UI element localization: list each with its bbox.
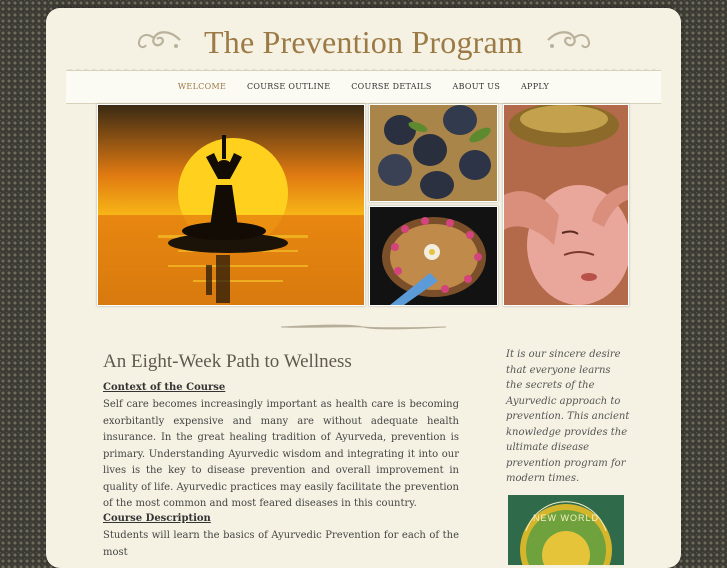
section-title-description: Course Description [103, 513, 211, 524]
main-nav [66, 70, 661, 104]
flower-bowl-icon [370, 207, 497, 305]
badge-emblem-icon [508, 495, 624, 565]
flower-bowl-photo [369, 206, 498, 306]
site-title[interactable]: The Prevention Program [204, 24, 523, 60]
sidebar-quote: It is our sincere desire that everyone learns the secrets of the Ayurvedic approach to prevention. This ancient knowledge provides the ultimate disease prevention program for modern times. [506, 349, 630, 484]
page-container [46, 8, 681, 568]
section-text-context: Self care becomes increasingly important as health care is becoming exorbitantly expensive and many are without adequate health insurance. In the great healing tradition of Ayurveda, prevention is primary. Understanding Ayurvedic wisdom and integrating it into our lives is the key to disease prevention and overall improvement in quality of life. Ayurvedic practices may easily facilitate the prevention of the most common and most feared diseases in this country. [103, 399, 459, 509]
fruit-photo [369, 104, 498, 202]
yoga-sunset-photo [97, 104, 365, 306]
nav-item-welcome[interactable]: WELCOME [177, 82, 227, 91]
header [46, 8, 681, 73]
new-world-badge[interactable] [508, 495, 624, 565]
nav-item-apply[interactable]: APPLY [520, 82, 550, 91]
nav-item-course-outline[interactable]: COURSE OUTLINE [246, 82, 331, 91]
page-heading: An Eight-Week Path to Wellness [103, 351, 352, 372]
divider-ornament-icon [281, 324, 446, 330]
section-title-context: Context of the Course [103, 382, 226, 393]
badge-text: NEW WORLD [533, 513, 599, 523]
flourish-right-icon [546, 26, 592, 52]
section-text-description: Students will learn the basics of Ayurvedic Prevention for each of the most [103, 530, 459, 558]
face-massage-icon [504, 105, 628, 305]
nav-item-course-details[interactable]: COURSE DETAILS [351, 82, 432, 91]
face-massage-photo [503, 104, 629, 306]
fruit-icon [370, 105, 497, 201]
yoga-sunset-icon [98, 105, 364, 305]
nav-item-about-us[interactable]: ABOUT US [452, 82, 501, 91]
